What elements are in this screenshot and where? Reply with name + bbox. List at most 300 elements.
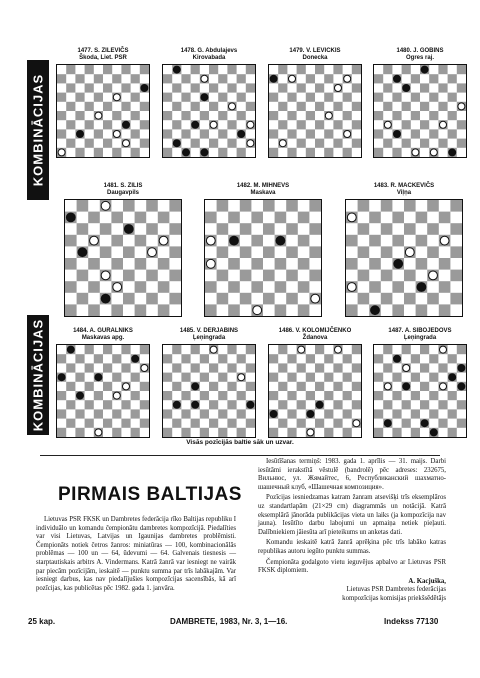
puzzle-place: Donecka	[302, 55, 328, 61]
dark-square	[240, 223, 252, 235]
dark-square	[411, 373, 420, 382]
dark-square	[57, 74, 66, 83]
puzzle-author: 1484. A. GURALNIKS	[73, 328, 133, 334]
dark-square	[439, 304, 451, 316]
dark-square	[438, 419, 447, 428]
dark-square	[315, 139, 324, 148]
dark-square	[352, 139, 361, 148]
dark-square	[374, 129, 383, 138]
dark-square	[429, 373, 438, 382]
dark-square	[439, 212, 451, 224]
dark-square	[315, 345, 324, 354]
dark-square	[429, 391, 438, 400]
dark-square	[66, 382, 75, 391]
dark-square	[251, 212, 263, 224]
dark-square	[374, 391, 383, 400]
white-man	[311, 294, 320, 303]
checkers-board	[162, 64, 256, 158]
black-man	[238, 131, 245, 138]
dark-square	[287, 93, 296, 102]
dark-square	[343, 391, 352, 400]
black-man	[384, 420, 391, 427]
dark-square	[286, 270, 298, 282]
dark-square	[88, 304, 100, 316]
dark-square	[140, 419, 149, 428]
dark-square	[57, 111, 66, 120]
dark-square	[381, 246, 393, 258]
white-man	[430, 149, 437, 156]
dark-square	[169, 223, 181, 235]
dark-square	[306, 93, 315, 102]
dark-square	[163, 373, 172, 382]
dark-square	[121, 65, 130, 74]
dark-square	[191, 419, 200, 428]
dark-square	[77, 200, 89, 212]
dark-square	[263, 293, 275, 305]
dark-square	[343, 148, 352, 157]
dark-square	[352, 120, 361, 129]
black-man	[192, 383, 199, 390]
dark-square	[381, 270, 393, 282]
dark-square	[75, 93, 84, 102]
black-man	[417, 283, 426, 292]
puzzle-1479	[268, 48, 362, 166]
black-man	[132, 355, 139, 362]
white-man	[405, 248, 414, 257]
dark-square	[218, 74, 227, 83]
puzzle-author: 1486. V. KOLOMIJČENKO	[278, 328, 352, 334]
dark-square	[191, 363, 200, 372]
dark-square	[217, 200, 229, 212]
dark-square	[427, 200, 439, 212]
dark-square	[218, 391, 227, 400]
dark-square	[146, 223, 158, 235]
dark-square	[65, 281, 77, 293]
white-man	[384, 121, 391, 128]
dark-square	[181, 428, 190, 437]
dark-square	[278, 65, 287, 74]
dark-square	[85, 400, 94, 409]
dark-square	[298, 235, 310, 247]
dark-square	[227, 83, 236, 92]
dark-square	[181, 373, 190, 382]
dark-square	[324, 391, 333, 400]
dark-square	[121, 83, 130, 92]
dark-square	[85, 83, 94, 92]
dark-square	[135, 258, 147, 270]
black-man	[123, 121, 130, 128]
dark-square	[121, 400, 130, 409]
dark-square	[333, 139, 342, 148]
dark-square	[429, 93, 438, 102]
black-man	[394, 355, 401, 362]
dark-square	[438, 65, 447, 74]
dark-square	[121, 363, 130, 372]
dark-square	[333, 102, 342, 111]
white-man	[403, 365, 410, 372]
dark-square	[218, 373, 227, 382]
dark-square	[333, 419, 342, 428]
dark-square	[429, 354, 438, 363]
puzzle-1486	[268, 328, 362, 438]
dark-square	[374, 111, 383, 120]
dark-square	[287, 148, 296, 157]
dark-square	[352, 345, 361, 354]
dark-square	[324, 409, 333, 418]
dark-square	[269, 148, 278, 157]
puzzle-1481	[64, 183, 182, 321]
dark-square	[146, 270, 158, 282]
dark-square	[237, 148, 246, 157]
dark-square	[140, 400, 149, 409]
dark-square	[429, 129, 438, 138]
dark-square	[343, 93, 352, 102]
dark-square	[227, 382, 236, 391]
dark-square	[85, 139, 94, 148]
dark-square	[200, 409, 209, 418]
dark-square	[374, 428, 383, 437]
dark-square	[269, 354, 278, 363]
checkers-board	[56, 344, 150, 438]
black-man	[247, 401, 254, 408]
dark-square	[287, 428, 296, 437]
dark-square	[392, 93, 401, 102]
dark-square	[287, 391, 296, 400]
puzzle-place: Ogres raj.	[405, 55, 434, 61]
dark-square	[374, 148, 383, 157]
dark-square	[77, 270, 89, 282]
dark-square	[191, 65, 200, 74]
dark-square	[246, 382, 255, 391]
dark-square	[217, 246, 229, 258]
dark-square	[140, 139, 149, 148]
puzzle-place: Daugavpils	[106, 190, 139, 196]
dark-square	[278, 83, 287, 92]
white-man	[206, 259, 215, 268]
dark-square	[112, 148, 121, 157]
dark-square	[103, 120, 112, 129]
dark-square	[392, 281, 404, 293]
black-man	[403, 383, 410, 390]
dark-square	[66, 120, 75, 129]
dark-square	[343, 354, 352, 363]
dark-square	[121, 419, 130, 428]
dark-square	[392, 235, 404, 247]
dark-square	[448, 74, 457, 83]
dark-square	[65, 258, 77, 270]
dark-square	[369, 235, 381, 247]
dark-square	[103, 83, 112, 92]
footer-publication: DAMBRETE, 1983, Nr. 3, 1—16.	[170, 617, 288, 626]
dark-square	[358, 270, 370, 282]
black-man	[201, 94, 208, 101]
dark-square	[306, 391, 315, 400]
dark-square	[181, 111, 190, 120]
black-man	[307, 411, 314, 418]
dark-square	[269, 428, 278, 437]
dark-square	[131, 148, 140, 157]
dark-square	[427, 223, 439, 235]
dark-square	[112, 74, 121, 83]
dark-square	[457, 419, 466, 428]
dark-square	[181, 93, 190, 102]
dark-square	[57, 409, 66, 418]
dark-square	[287, 111, 296, 120]
dark-square	[383, 139, 392, 148]
dark-square	[66, 363, 75, 372]
dark-square	[237, 74, 246, 83]
dark-square	[309, 270, 321, 282]
black-man	[201, 149, 208, 156]
dark-square	[324, 354, 333, 363]
dark-square	[205, 304, 217, 316]
dark-square	[135, 281, 147, 293]
dark-square	[131, 129, 140, 138]
checkers-board	[56, 64, 150, 158]
dark-square	[404, 200, 416, 212]
black-man	[101, 294, 110, 303]
dark-square	[278, 400, 287, 409]
black-man	[67, 346, 74, 353]
dark-square	[217, 293, 229, 305]
dark-square	[383, 65, 392, 74]
dark-square	[85, 419, 94, 428]
dark-square	[287, 354, 296, 363]
dark-square	[111, 235, 123, 247]
dark-square	[438, 102, 447, 111]
dark-square	[448, 428, 457, 437]
black-man	[421, 66, 428, 73]
dark-square	[228, 258, 240, 270]
dark-square	[315, 419, 324, 428]
dark-square	[275, 304, 287, 316]
black-man	[95, 374, 102, 381]
dark-square	[246, 363, 255, 372]
dark-square	[286, 200, 298, 212]
board-grid	[57, 345, 149, 437]
board-grid	[205, 200, 321, 316]
dark-square	[200, 428, 209, 437]
dark-square	[146, 293, 158, 305]
checkers-board	[204, 199, 322, 317]
white-man	[95, 112, 102, 119]
dark-square	[287, 373, 296, 382]
puzzle-author: 1477. S. ZILEVIČS	[77, 48, 129, 54]
dark-square	[343, 111, 352, 120]
article-headline: PIRMAIS BALTIJAS	[58, 484, 242, 505]
white-man	[159, 236, 168, 245]
dark-square	[392, 148, 401, 157]
dark-square	[75, 373, 84, 382]
dark-square	[66, 102, 75, 111]
dark-square	[298, 281, 310, 293]
dark-square	[275, 281, 287, 293]
dark-square	[429, 74, 438, 83]
dark-square	[420, 139, 429, 148]
dark-square	[228, 304, 240, 316]
puzzle-author: 1485. V. DERJABINS	[179, 328, 239, 334]
dark-square	[269, 373, 278, 382]
puzzle-place: Ļeņingrada	[403, 335, 437, 341]
dark-square	[172, 345, 181, 354]
dark-square	[448, 354, 457, 363]
dark-square	[309, 223, 321, 235]
black-man	[403, 85, 410, 92]
dark-square	[416, 235, 428, 247]
dark-square	[103, 345, 112, 354]
dark-square	[88, 281, 100, 293]
dark-square	[286, 293, 298, 305]
dark-square	[163, 428, 172, 437]
dark-square	[169, 293, 181, 305]
dark-square	[240, 246, 252, 258]
dark-square	[246, 65, 255, 74]
dark-square	[85, 120, 94, 129]
white-man	[113, 94, 120, 101]
dark-square	[369, 212, 381, 224]
dark-square	[163, 354, 172, 363]
puzzle-1483	[345, 183, 463, 321]
dark-square	[181, 391, 190, 400]
dark-square	[324, 428, 333, 437]
white-man	[229, 103, 236, 110]
dark-square	[333, 363, 342, 372]
dark-square	[200, 354, 209, 363]
dark-square	[181, 354, 190, 363]
signature-name: A. Kacjuška,	[408, 577, 446, 585]
dark-square	[135, 212, 147, 224]
black-man	[394, 75, 401, 82]
dark-square	[427, 293, 439, 305]
dark-square	[94, 129, 103, 138]
dark-square	[298, 258, 310, 270]
dark-square	[450, 200, 462, 212]
dark-square	[121, 345, 130, 354]
dark-square	[237, 391, 246, 400]
black-man	[77, 131, 84, 138]
side-label-text: KOMBINĀCIJAS	[30, 73, 46, 187]
dark-square	[324, 93, 333, 102]
dark-square	[358, 293, 370, 305]
dark-square	[315, 65, 324, 74]
dark-square	[75, 111, 84, 120]
white-man	[307, 429, 314, 436]
article-paragraph: Iesūtīšanas termiņš: 1983. gada 1. aprīlis — 31. maijs. Darbi iesūtāmi ierakstītā vēstulē (bandrolē) pēc adreses: 232675, Вильнюс, ул. Жямайтес, 6, Республиканский шахматно-шашечный клуб, «Шашечная композиция».	[258, 458, 446, 491]
white-man	[347, 213, 356, 222]
dark-square	[75, 148, 84, 157]
dark-square	[411, 93, 420, 102]
dark-square	[200, 129, 209, 138]
dark-square	[163, 148, 172, 157]
dark-square	[402, 345, 411, 354]
dark-square	[191, 139, 200, 148]
puzzle-place: Viļņa	[396, 190, 412, 196]
dark-square	[200, 391, 209, 400]
dark-square	[112, 373, 121, 382]
dark-square	[369, 281, 381, 293]
dark-square	[246, 419, 255, 428]
dark-square	[358, 246, 370, 258]
dark-square	[263, 223, 275, 235]
dark-square	[94, 409, 103, 418]
black-man	[230, 236, 239, 245]
dark-square	[103, 400, 112, 409]
black-man	[173, 140, 180, 147]
black-man	[458, 383, 465, 390]
dark-square	[240, 200, 252, 212]
dark-square	[57, 428, 66, 437]
dark-square	[352, 102, 361, 111]
white-man	[58, 149, 65, 156]
dark-square	[169, 200, 181, 212]
white-man	[90, 236, 99, 245]
dark-square	[381, 223, 393, 235]
dark-square	[457, 345, 466, 354]
dark-square	[66, 83, 75, 92]
dark-square	[352, 382, 361, 391]
dark-square	[172, 102, 181, 111]
dark-square	[297, 65, 306, 74]
dark-square	[100, 223, 112, 235]
dark-square	[343, 373, 352, 382]
dark-square	[251, 258, 263, 270]
dark-square	[158, 258, 170, 270]
dark-square	[420, 120, 429, 129]
dark-square	[209, 102, 218, 111]
white-man	[210, 346, 217, 353]
dark-square	[402, 120, 411, 129]
dark-square	[205, 212, 217, 224]
dark-square	[94, 148, 103, 157]
black-man	[270, 75, 277, 82]
dark-square	[346, 235, 358, 247]
dark-square	[306, 74, 315, 83]
black-man	[394, 131, 401, 138]
dark-square	[343, 409, 352, 418]
dark-square	[275, 212, 287, 224]
article-right-column	[258, 458, 446, 604]
dark-square	[450, 246, 462, 258]
dark-square	[77, 223, 89, 235]
dark-square	[240, 293, 252, 305]
white-man	[113, 131, 120, 138]
dark-square	[112, 111, 121, 120]
side-label-top	[27, 60, 49, 200]
dark-square	[237, 111, 246, 120]
dark-square	[251, 235, 263, 247]
puzzle-1482	[204, 183, 322, 321]
dark-square	[324, 373, 333, 382]
dark-square	[374, 74, 383, 83]
dark-square	[343, 428, 352, 437]
dark-square	[374, 373, 383, 382]
side-label-text: KOMBINĀCIJAS	[30, 318, 46, 432]
white-man	[95, 429, 102, 436]
white-man	[384, 383, 391, 390]
dark-square	[297, 363, 306, 372]
black-man	[77, 392, 84, 399]
black-man	[141, 85, 148, 92]
dark-square	[131, 428, 140, 437]
dark-square	[298, 304, 310, 316]
white-man	[201, 75, 208, 82]
dark-square	[140, 382, 149, 391]
dark-square	[246, 345, 255, 354]
dark-square	[111, 212, 123, 224]
white-man	[440, 121, 447, 128]
dark-square	[297, 400, 306, 409]
article-paragraph: Čempionāta godalgoto vietu ieguvējus apbalvo ar Lietuvas PSR FKSK diplomiem.	[258, 558, 446, 575]
